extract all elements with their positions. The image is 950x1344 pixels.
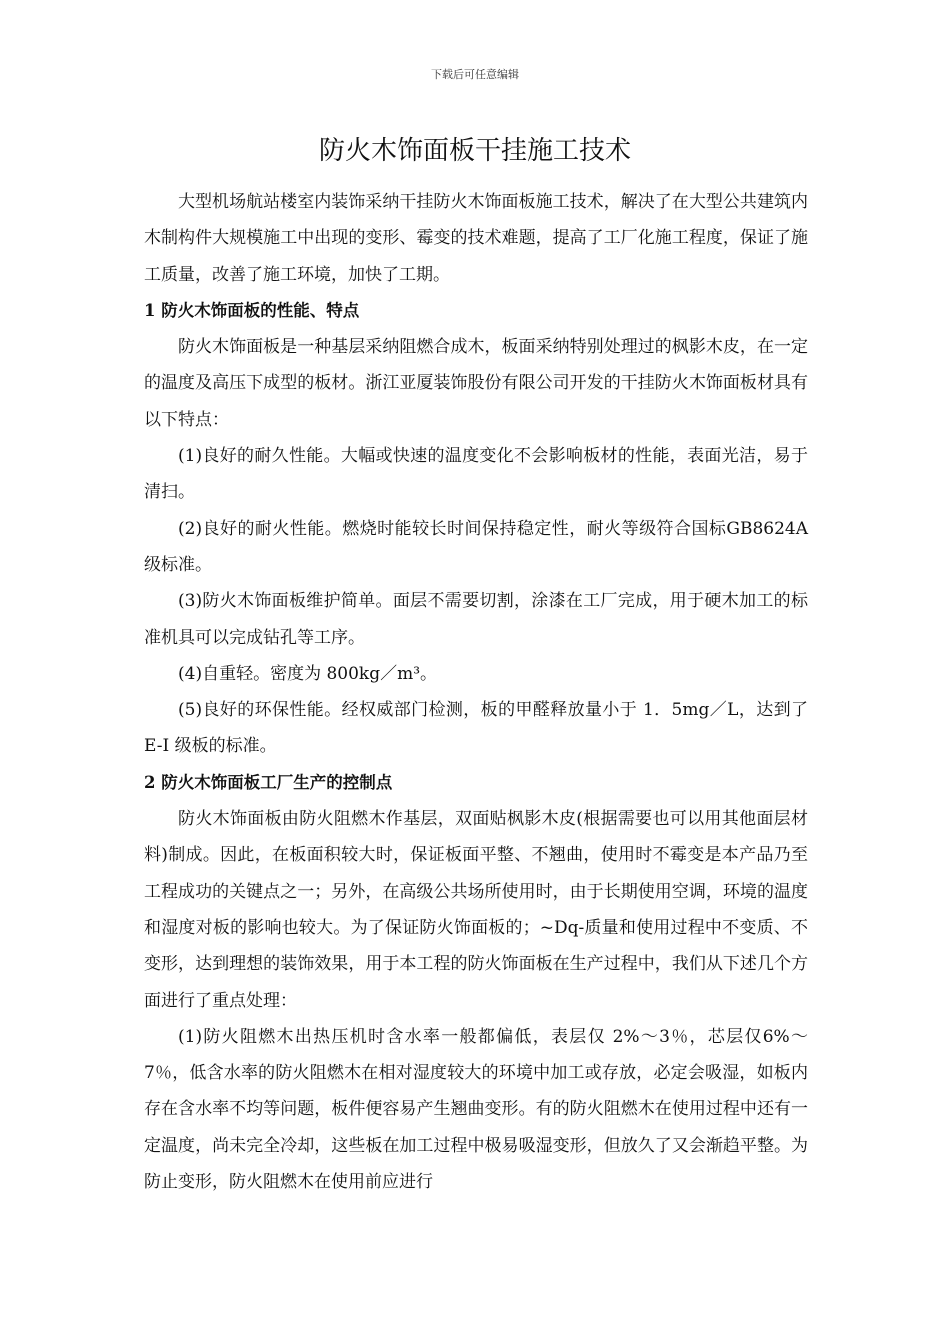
document-title: 防火木饰面板干挂施工技术 [318,136,631,166]
section-1-heading: 1 防火木饰面板的性能、特点 [144,300,360,320]
section-1-item: (5)良好的环保性能。经权威部门检测，板的甲醛释放量小于 1．5mg／L，达到了 E-I 级板的标准。 [144,700,809,757]
section-2-paragraph: 防火木饰面板由防火阻燃木作基层，双面贴枫影木皮(根据需要也可以用其他面层材料)制成。因此，在板面积较大时，保证板面平整、不翘曲，使用时不霉变是本产品乃至工程成功的关键点之一；另外，在高级公共场所使用时，由于长期使用空调，环境的温度和湿度对板的影响也较大。为了保证防火饰面板的；~Dq-质量和使用过程中不变质、不变形，达到理想的装饰效果，用于本工程的防火饰面板在生产过程中，我们从下述几个方面进行了重点处理： [144,809,808,1011]
section-1-item: (1)良好的耐久性能。大幅或快速的温度变化不会影响板材的性能，表面光洁，易于清扫。 [144,446,808,503]
section-1-item: (4)自重轻。密度为 800kg／m³。 [178,663,438,684]
intro-paragraph: 大型机场航站楼室内装饰采纳干挂防火木饰面板施工技术，解决了在大型公共建筑内木制构件大规模施工中出现的变形、霉变的技术难题，提高了工厂化施工程度，保证了施工质量，改善了施工环境，加快了工期。 [144,192,808,285]
section-1-item: (3)防火木饰面板维护简单。面层不需要切割，涂漆在工厂完成，用于硬木加工的标准机具可以完成钻孔等工序。 [144,591,808,648]
section-2-item: (1)防火阻燃木出热压机时含水率一般都偏低，表层仅 2%～3％，芯层仅6%～7％，低含水率的防火阻燃木在相对湿度较大的环境中加工或存放，必定会吸湿，如板内存在含水率不均等问题，板件便容易产生翘曲变形。有的防火阻燃木在使用过程中还有一定温度，尚未完全冷却，这些板在加工过程中极易吸湿变形，但放久了又会渐趋平整。为防止变形，防火阻燃木在使用前应进行 [144,1026,808,1193]
section-1-paragraph: 防火木饰面板是一种基层采纳阻燃合成木，板面采纳特别处理过的枫影木皮，在一定的温度及高压下成型的板材。浙江亚厦装饰股份有限公司开发的干挂防火木饰面板材具有以下特点： [144,337,808,430]
section-2-heading: 2 防火木饰面板工厂生产的控制点 [144,772,393,792]
document-body [144,184,808,1200]
section-1-item: (2)良好的耐火性能。燃烧时能较长时间保持稳定性，耐火等级符合国标GB8624A 级标准。 [144,518,808,575]
header-note: 下载后可任意编辑 [431,68,519,81]
